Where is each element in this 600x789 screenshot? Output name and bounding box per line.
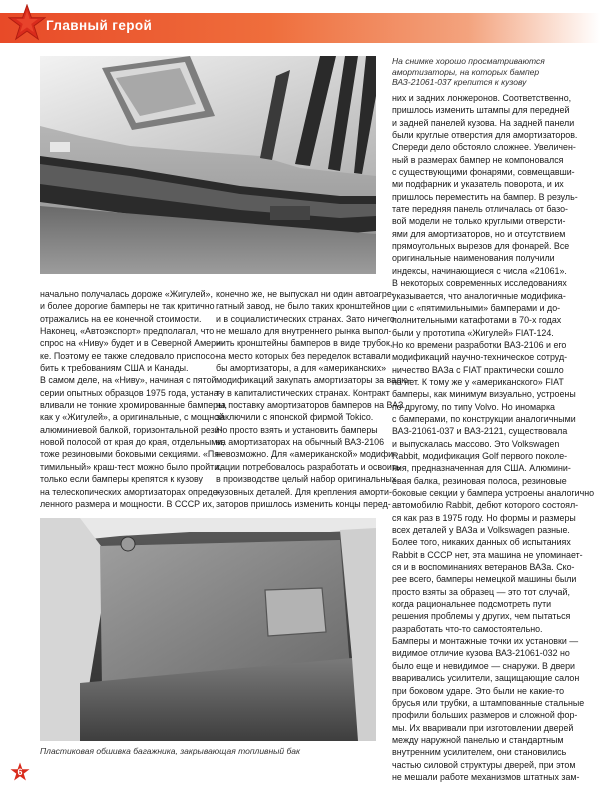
text-line: спрос на «Ниву» будет и в Северной Амери- [40, 338, 224, 349]
text-line: ту в капиталистических странах. Контракт [216, 387, 390, 398]
text-line: ся и в воспоминаниях ветеранов ВАЗа. Ско- [392, 562, 575, 573]
text-line: боковые секции у бампера устроены аналогично [392, 488, 595, 498]
text-column-left [40, 288, 227, 510]
text-line: брусья или трубки, а штампованные стальные [392, 697, 585, 708]
text-line: на телескопических амортизаторах опреде- [40, 486, 221, 497]
text-line: В некоторых современных исследованиях [392, 278, 567, 289]
text-line: модификаций закупать амортизаторы за валю- [216, 375, 411, 386]
text-line: ми подфарник и указатель поворота, и их [392, 179, 564, 190]
text-line: тоже резиновыми боковыми секциями. «Пя- [40, 449, 223, 460]
text-line: указывается, что аналогичные модифика- [392, 290, 566, 301]
text-line: нить кронштейны бамперов в виде трубок, [216, 338, 393, 349]
text-column-middle [216, 288, 411, 510]
text-line: прямоугольных вырезов для фонарей. Все [392, 241, 570, 252]
text-line: были у прототипа «Жигулей» FIAT-124. [392, 327, 554, 338]
text-line: Rabbit в СССР нет, эта машина не упоминает- [392, 549, 583, 560]
text-line: пришлось переместить на бампер. В резуль- [392, 191, 578, 202]
text-line: не мешали работе механизмов штатных зам- [392, 771, 580, 782]
text-line: Но просто взять и установить бамперы [216, 424, 378, 435]
text-line: тате передняя панель отличалась от базо- [392, 204, 568, 215]
text-line: индексы, начинающиеся с числа «21061». [392, 265, 567, 276]
trunk-photo [40, 518, 376, 741]
text-line: ный в размерах бампер не компоновался [392, 154, 564, 165]
text-line: частью силовой структуры дверей, при этом [392, 759, 576, 770]
text-line: вваривались усилители, защищающие салон [392, 673, 580, 684]
text-line: ленного размера и мощности. В СССР их, [40, 498, 215, 509]
page-number: 6 [17, 767, 23, 777]
text-line: и в социалистических странах. Зато ничего [216, 313, 395, 324]
bottom-photo-caption: Пластиковая обшивка багажника, закрывающая топливный бак [40, 746, 301, 756]
text-line: внутренним усилителем, они становились [392, 747, 567, 758]
text-line: всех деталей у ВАЗа и Volkswagen разные. [392, 525, 570, 536]
text-line: на место которых без переделок вставали [216, 350, 391, 361]
text-line: когда рациональнее подсмотреть пути [392, 599, 552, 610]
red-star-icon [8, 4, 46, 42]
text-line: алюминиевой балкой, горизонтальной рези- [40, 424, 223, 435]
text-line: ся как раз в 1975 году. Но формы и размеры [392, 512, 576, 523]
text-line: мы. Их вваривали при изготовлении дверей [392, 722, 574, 733]
text-line: бы амортизаторы, а для «американских» [216, 363, 387, 374]
text-line: отражались на ее конечной стоимости. [40, 313, 202, 324]
text-line: евая балка, резиновая полоса, резиновые [392, 475, 567, 486]
text-line: модификаций научно-техническое сотруд- [392, 352, 568, 363]
text-line: профили больших размеров и сложной фор- [392, 710, 578, 721]
text-line: и задней панелей кузова. На задней панели [392, 117, 575, 128]
section-header [0, 0, 600, 50]
text-line: просто взяты за образец — это тот случай, [392, 586, 570, 597]
text-line: конечно же, не выпускал ни один автоагре- [216, 289, 395, 299]
text-line: оригинальные наименования получили [392, 253, 555, 264]
text-line: только если бамперы крепятся к кузову [40, 474, 203, 485]
text-line: ями для амортизаторов, но и отсутствием [392, 228, 566, 239]
text-line: бамперы, как минимум визуально, устроены [392, 389, 576, 400]
text-line: новой полосой от края до края, отдельными, [40, 437, 225, 448]
text-line: по-другому, по типу Volvo. Но иномарка [392, 401, 555, 412]
text-line: на поставку амортизаторов бамперов на ВАЗ [216, 400, 404, 411]
text-line: полнительными катафотами в 70-х годах [392, 315, 562, 326]
section-title: Главный герой [46, 18, 153, 33]
text-line: кации потребовалось разработать и освоить [216, 461, 401, 472]
text-line: с существующими фонарями, совмещавши- [392, 167, 575, 178]
text-line: тимильный» краш-тест можно было пройти, [40, 461, 222, 472]
text-line: Но ко времени разработки ВАЗ-2106 и его [392, 339, 567, 350]
text-line: решения проблемы у других, чем пытаться [392, 611, 571, 622]
text-line: и более дорогие бамперы не так критично [40, 301, 215, 312]
text-line: невозможно. Для «американской» модифи- [216, 449, 397, 460]
top-photo-caption: На снимке хорошо просматриваются амортизаторы, на которых бампер ВАЗ-21061-037 крепится к кузову [392, 56, 545, 87]
text-line: заключили с японской фирмой Tokico. [216, 412, 374, 423]
text-line: начально получалась дороже «Жигулей», [40, 289, 213, 299]
text-line: Спереди дело обстояло сложнее. Увеличен- [392, 142, 576, 153]
text-line: вой модели не только круглыми отверсти- [392, 216, 566, 227]
text-line: Бамперы и монтажные точки их установки — [392, 636, 579, 647]
text-line: серии опытных образцов 1975 года, устана- [40, 387, 222, 398]
text-line: между наружной панелью и стандартным [392, 734, 564, 745]
text-line: в производстве целый набор оригинальных [216, 474, 397, 485]
text-line: Более того, никаких данных об испытаниях [392, 537, 571, 548]
text-line: при боковом ударе. Это были не какие-то [392, 685, 565, 696]
text-line: ничество ВАЗа с FIAT практически сошло [392, 364, 564, 375]
text-line: В самом деле, на «Ниву», начиная с пятой [40, 375, 217, 386]
bumper-photo [40, 56, 376, 274]
page-number-badge [10, 762, 30, 782]
text-line: видимое отличие кузова ВАЗ-21061-032 но [392, 648, 570, 659]
text-line: пришлось изменить штампы для передней [392, 105, 570, 116]
text-line: были круглые отверстия для амортизаторов. [392, 130, 578, 141]
text-line: вливали не тонкие хромированные бамперы, [40, 400, 227, 411]
text-line: ния, предназначенная для США. Алюмини- [392, 463, 571, 474]
text-line: заторов пришлось изменить концы перед- [216, 498, 391, 509]
text-line: бить к требованиям США и Канады. [40, 363, 189, 374]
text-line: Rabbit, модификация Golf первого поколе- [392, 450, 568, 461]
text-line: было еще и невидимое — снаружи. В двери [392, 660, 576, 671]
text-line: с бамперами, по конструкции аналогичными [392, 413, 576, 424]
text-line: ке. Поэтому ее также следовало приспосо- [40, 350, 218, 361]
text-line: кузовных деталей. Для крепления аморти- [216, 486, 392, 497]
text-line: на амортизаторах на обычный ВАЗ-2106 [216, 437, 385, 448]
text-line: и выпускалась массово. Это Volkswagen [392, 438, 560, 449]
text-line: не мешало для внутреннего рынка выпол- [216, 326, 392, 337]
text-line: ВАЗ-21061-037 и ВАЗ-2121, существовала [392, 426, 568, 437]
text-line: них и задних лонжеронов. Соответственно, [392, 93, 572, 103]
text-line: автомобилю Rabbit, дебют которого состоял- [392, 500, 579, 511]
text-line: ции с «пятимильными» бамперами и до- [392, 302, 561, 313]
text-line: рее всего, бамперы немецкой машины были [392, 574, 577, 585]
text-line: гатный завод, не было таких кронштейнов [216, 301, 391, 312]
text-line: Наконец, «Автоэкспорт» предполагал, что [40, 326, 215, 337]
text-line: как у «Жигулей», а оригинальные, с мощной [40, 412, 225, 423]
text-line: разработать что-то самостоятельно. [392, 623, 543, 634]
text-column-right [392, 92, 595, 783]
text-line: на нет. К тому же у «американского» FIAT [392, 376, 564, 387]
